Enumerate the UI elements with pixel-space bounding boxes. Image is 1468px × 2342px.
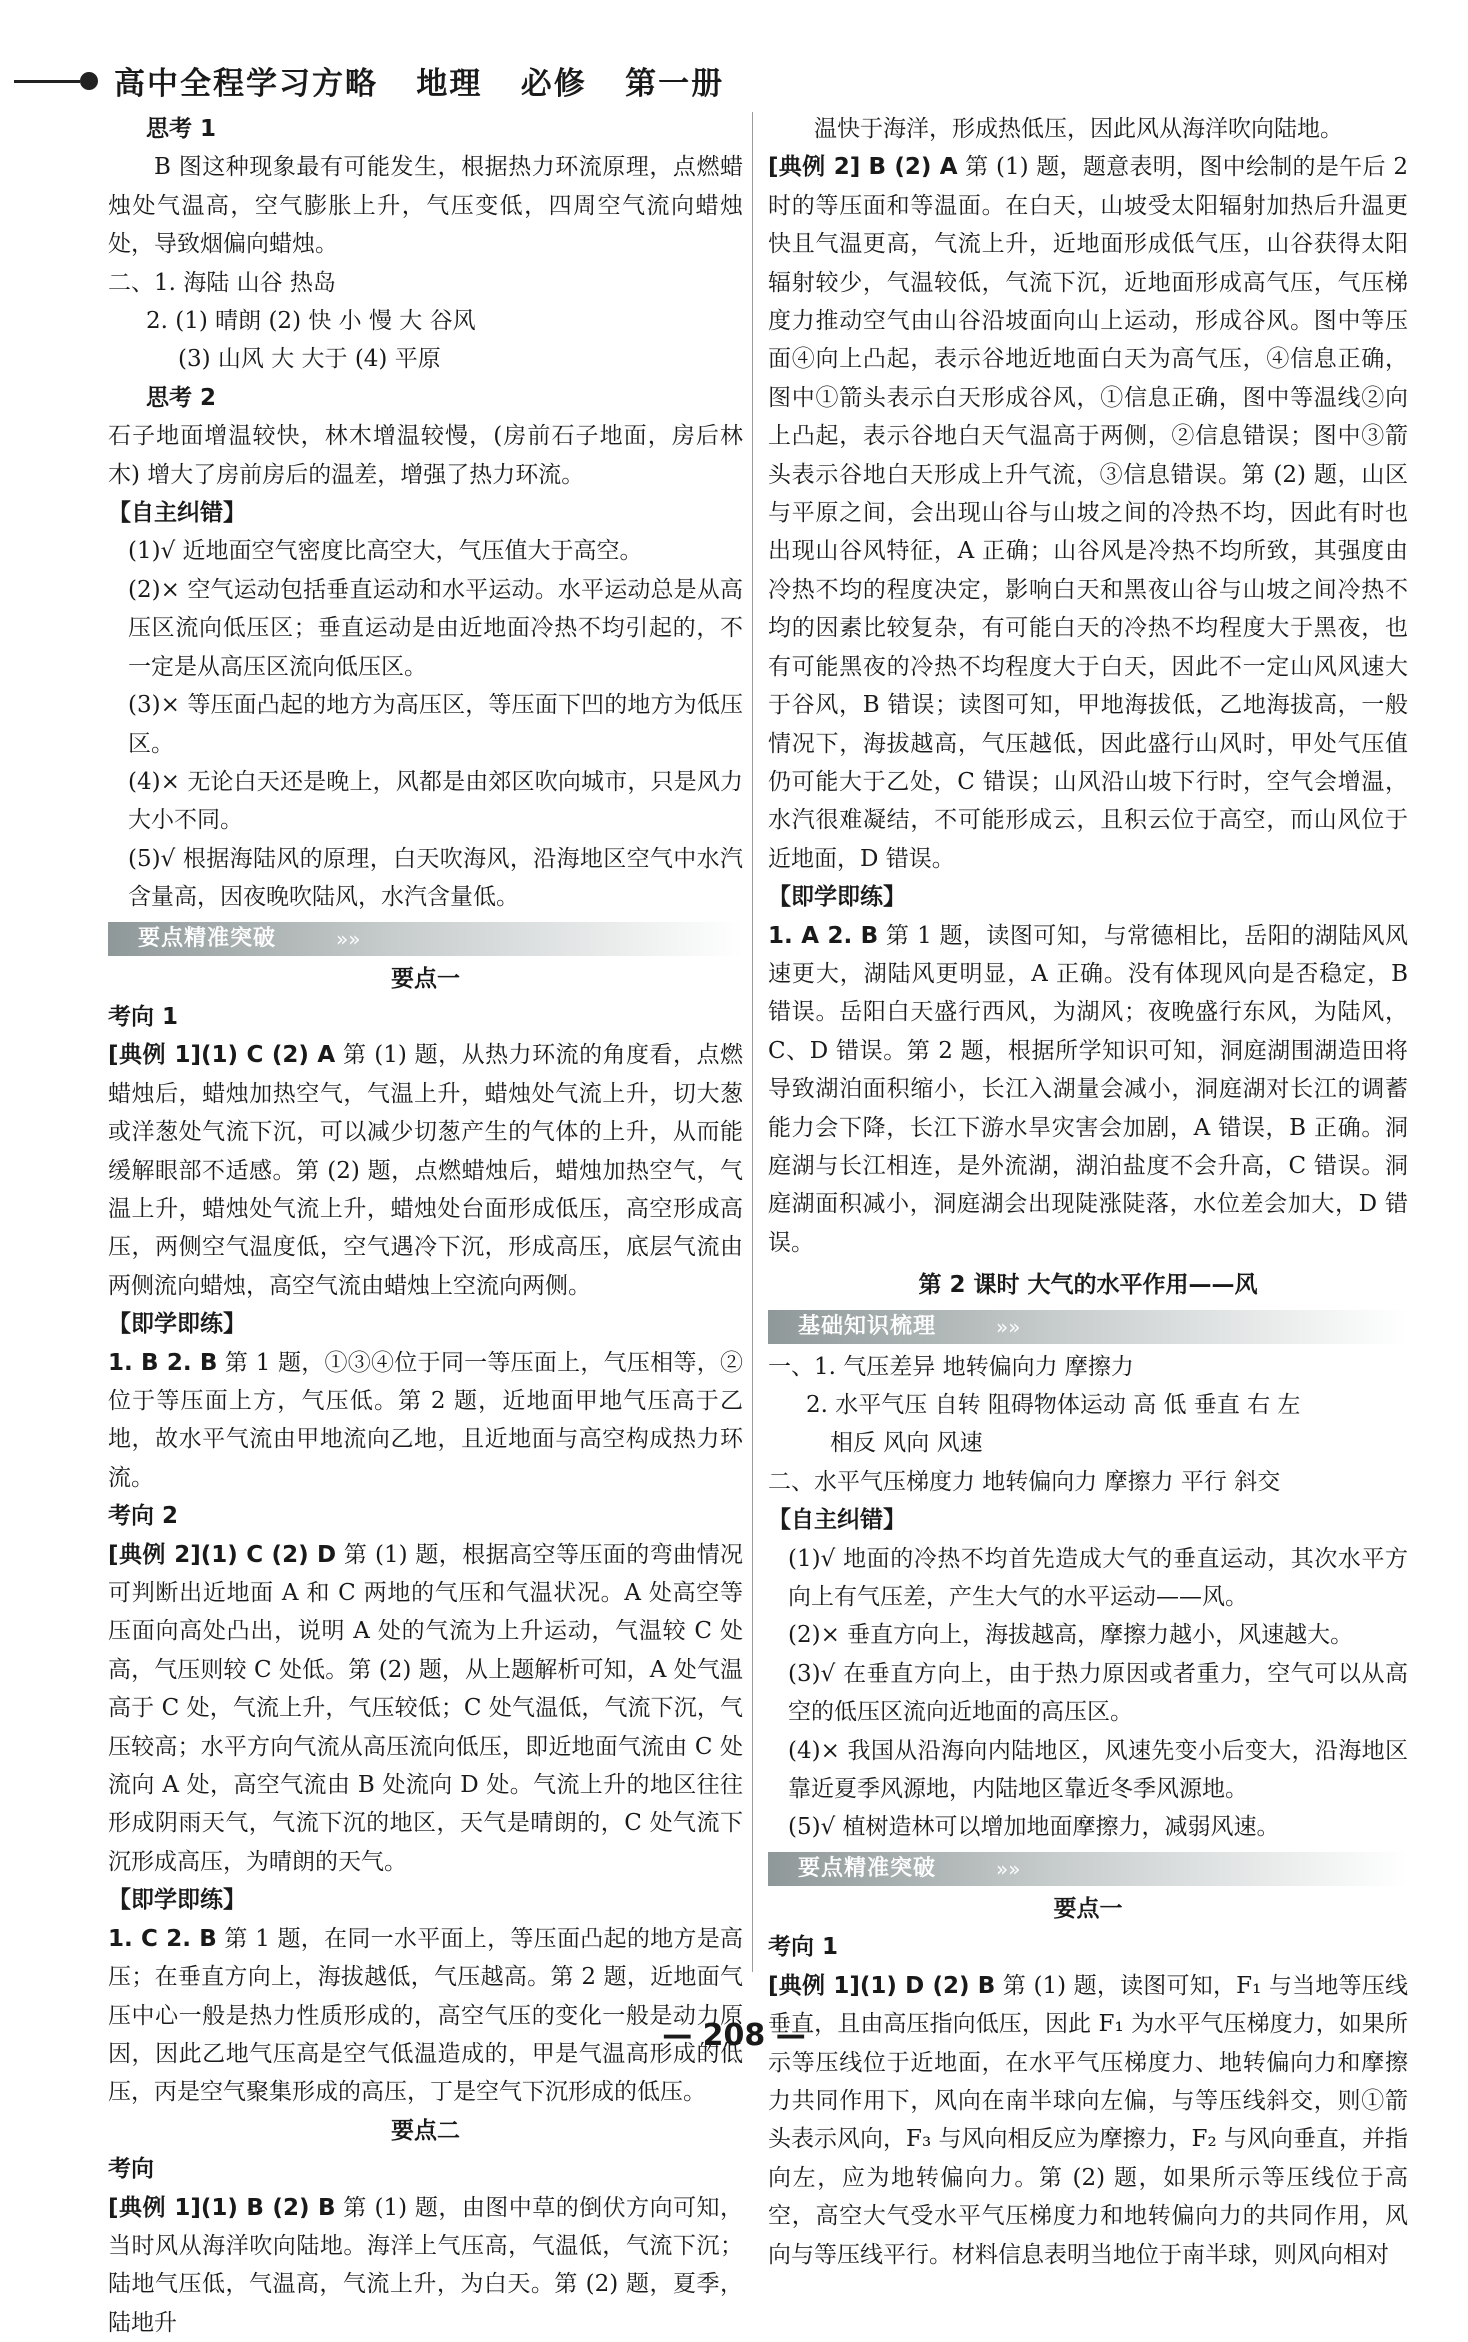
self-correct-r2: (2)× 垂直方向上，海拔越高，摩擦力越小，风速越大。 [788,1622,1354,1649]
key-points-banner-text: 要点精准突破 [138,925,277,951]
key-point-1-title: 要点一 [391,965,460,992]
self-correct-3: (3)× 等压面凸起的地方为高压区，等压面下凹的地方为低压区。 [128,692,743,757]
key-point-2-title: 要点二 [391,2117,460,2144]
example-2: [典例 2](1) C (2) D 第 (1) 题，根据高空等压面的弯曲情况可判断出近地面 A 和 C 两地的气压和气温状况。A 处高空等压面向高处凸出，说明 A 处的气流为上升运动，气温较 C 处高，气压则较 C 处低。第 (2) 题，从上题解析可知，A 处气温高于 C 处，气流上升，气压较低；C 处气温低，气流下沉，气压较高；水平方向气流从高压流向低压，即近地面气流由 C 处流向 A 处，高空气流由 B 处流向 D 处。气流上升的地区往往形成阴雨天气，气流下沉的地区，天气是晴朗的，C 处气流下沉形成高压，为晴朗的天气。 [108,1541,743,1875]
self-correct-r1: (1)√ 地面的冷热不均首先造成大气的垂直运动，其次水平方向上有气压差，产生大气的水平运动——风。 [788,1545,1408,1611]
basics-banner-text: 基础知识梳理 [798,1313,937,1339]
self-correct-r5: (5)√ 植树造林可以增加地面摩擦力，减弱风速。 [788,1814,1280,1841]
self-correct-5: (5)√ 根据海陆风的原理，白天吹海风，沿海地区空气中水汽含量高，因夜晚吹陆风，水汽含量低。 [128,845,743,911]
answer-2-1: 二、1. 海陆 山谷 热岛 [108,269,336,296]
basics-3: 相反 风向 风速 [830,1430,983,1457]
basics-2: 2. 水平气压 自转 阻碍物体运动 高 低 垂直 右 左 [806,1392,1301,1418]
practice-3: 1. A 2. B 第 1 题，读图可知，与常德相比，岳阳的湖陆风风速更大，湖陆风更明显，A 正确。没有体现风向是否稳定，B 错误。岳阳白天盛行西风，为湖风；夜晚盛行东风，为陆风，C、D 错误。第 2 题，根据所学知识可知，洞庭湖围湖造田将导致湖泊面积缩小，长江入湖量会减小，洞庭湖对长江的调蓄能力会下降，长江下游水旱灾害会加剧，A 错误，B 正确。洞庭湖与长江相连，是外流湖，湖泊盐度不会升高，C 错误。洞庭湖面积减小，洞庭湖会出现陡涨陡落，水位差会加大，D 错误。 [768,922,1408,1256]
self-correct-label-2: 【自主纠错】 [768,1507,906,1534]
practice-1: 1. B 2. B 第 1 题，①③④位于同一等压面上，气压相等，②位于等压面上方，气压低。第 2 题，近地面甲地气压高于乙地，故水平气流由甲地流向乙地，且近地面与高空构成热力环流。 [108,1349,743,1491]
answer-2-3: (3) 山风 大 大于 (4) 平原 [178,346,441,373]
example-3: [典例 1](1) B (2) B 第 (1) 题，由图中草的倒伏方向可知，当时风从海洋吹向陆地。海洋上气压高，气温低，气流下沉；陆地气压低，气温高，气流上升，为白天。第 (2) 题，夏季，陆地升 [108,2194,744,2336]
double-chevron-icon: »» [996,1856,1021,1881]
page-number: — 208 — [662,2018,806,2053]
left-column [108,110,743,2342]
practice-2: 1. C 2. B 第 1 题，在同一水平面上，等压面凸起的地方是高压；在垂直方向上，海拔越低，气压越高。第 2 题，近地面气压中心一般是热力性质形成的，高空气压的变化一般是动力原因，因此乙地气压高是空气低温造成的，甲是气温高形成的低压，丙是空气聚集形成的高压，丁是空气下沉形成的低压。 [108,1925,743,2106]
double-chevron-icon: »» [336,926,361,951]
key-points-banner-2 [768,1852,1408,1886]
lesson-title: 第 2 课时 大气的水平作用——风 [918,1272,1258,1299]
key-point-1-title-2: 要点一 [1053,1895,1123,1922]
key-points-banner [108,922,743,956]
column-divider [752,112,753,1972]
practice-2-label: 【即学即练】 [108,1887,246,1914]
basics-1: 一、1. 气压差异 地转偏向力 摩擦力 [768,1353,1134,1380]
think-2-text: 石子地面增温较快，林木增温较慢，(房前石子地面，房后林木) 增大了房前房后的温差，增强了热力环流。 [108,423,743,488]
direction-1-label-2: 考向 1 [768,1934,839,1961]
think-2-label: 思考 2 [146,384,217,411]
header-dot-icon [80,72,98,90]
header-rule [14,80,80,83]
self-correct-r4: (4)× 我国从沿海向内陆地区，风速先变小后变大，沿海地区靠近夏季风源地，内陆地区靠近冬季风源地。 [788,1737,1408,1803]
think-1-text: B 图这种现象最有可能发生，根据热力环流原理，点燃蜡烛处气温高，空气膨胀上升，气压变低，四周空气流向蜡烛处，导致烟偏向蜡烛。 [108,154,743,258]
direction-2-label: 考向 2 [108,1503,179,1530]
practice-1-label: 【即学即练】 [108,1311,246,1338]
key-points-banner-2-text: 要点精准突破 [798,1855,937,1881]
self-correct-4: (4)× 无论白天还是晚上，风都是由郊区吹向城市，只是风力大小不同。 [128,768,743,834]
practice-3-label: 【即学即练】 [768,884,906,911]
example-1: [典例 1](1) C (2) A 第 (1) 题，从热力环流的角度看，点燃蜡烛后，蜡烛加热空气，气温上升，蜡烛处气流上升，切大葱或洋葱处气流下沉，可以减少切葱产生的气体的上升，从而能缓解眼部不适感。第 (2) 题，点燃蜡烛后，蜡烛加热空气，气温上升，蜡烛处气流上升，蜡烛处台面形成低压，高空形成高压，两侧空气温度低，空气遇冷下沉，形成高压，底层气流由两侧流向蜡烛，高空气流由蜡烛上空流向两侧。 [108,1042,743,1299]
self-correct-1: (1)√ 近地面空气密度比高空大，气压值大于高空。 [128,538,643,565]
basics-4: 二、水平气压梯度力 地转偏向力 摩擦力 平行 斜交 [768,1468,1281,1495]
direction-1-label: 考向 1 [108,1003,179,1030]
self-correct-r3: (3)√ 在垂直方向上，由于热力原因或者重力，空气可以从高空的低压区流向近地面的高压区。 [788,1660,1408,1726]
basics-banner [768,1310,1408,1344]
answer-2-2: 2. (1) 晴朗 (2) 快 小 慢 大 谷风 [146,308,476,335]
self-correct-label: 【自主纠错】 [108,500,246,527]
right-column [768,110,1408,2274]
example-4: [典例 2] B (2) A 第 (1) 题，题意表明，图中绘制的是午后 2 时的等压面和等温面。在白天，山坡受太阳辐射加热后升温更快且气温更高，气流上升，近地面形成低气压，山谷获得太阳辐射较少，气温较低，气流下沉，近地面形成高气压，气压梯度力推动空气由山谷沿坡面向山上运动，形成谷风。图中等压面④向上凸起，表示谷地近地面白天为高气压，④信息正确，图中①箭头表示白天形成谷风，①信息正确，图中等温线②向上凸起，表示谷地白天气温高于两侧，②信息错误；图中③箭头表示谷地白天形成上升气流，③信息错误。第 (2) 题，山区与平原之间，会出现山谷与山坡之间的冷热不均，因此有时也出现山谷风特征，A 正确；山谷风是冷热不均所致，其强度由冷热不均的程度决定，影响白天和黑夜山谷与山坡之间冷热不均的因素比较复杂，有可能白天的冷热不均程度大于黑夜，也有可能黑夜的冷热不均程度大于白天，因此不一定山风风速大于谷风，B 错误；读图可知，甲地海拔低，乙地海拔高，一般情况下，海拔越高，气压越低，因此盛行山风时，甲处气压值仍可能大于乙处，C 错误；山风沿山坡下行时，空气会增温，水汽很难凝结，不可能形成云，且积云位于高空，而山风位于近地面，D 错误。 [768,154,1408,872]
direction-3-label: 考向 [108,2156,154,2183]
continued-text: 温快于海洋，形成热低压，因此风从海洋吹向陆地。 [814,116,1343,142]
example-5: [典例 1](1) D (2) B 第 (1) 题，读图可知，F₁ 与当地等压线垂直，且由高压指向低压，因此 F₁ 为水平气压梯度力，如果所示等压线位于近地面，在水平气压梯度力、地转偏向力和摩擦力共同作用下，风向在南半球向左偏，与等压线斜交，则①箭头表示风向，F₃ 与风向相反应为摩擦力，F₂ 与风向垂直，并指向左，应为地转偏向力。第 (2) 题，如果所示等压线位于高空，高空大气受水平气压梯度力和地转偏向力的共同作用，风向与等压线平行。材料信息表明当地位于南半球，则风向相对 [768,1972,1408,2268]
think-1-label: 思考 1 [146,116,217,142]
self-correct-2: (2)× 空气运动包括垂直运动和水平运动。水平运动总是从高压区流向低压区；垂直运动是由近地面冷热不均引起的，不一定是从高压区流向低压区。 [128,576,743,680]
page-header [0,50,1468,110]
book-title: 高中全程学习方略 地理 必修 第一册 [114,66,725,102]
double-chevron-icon: »» [996,1314,1021,1339]
